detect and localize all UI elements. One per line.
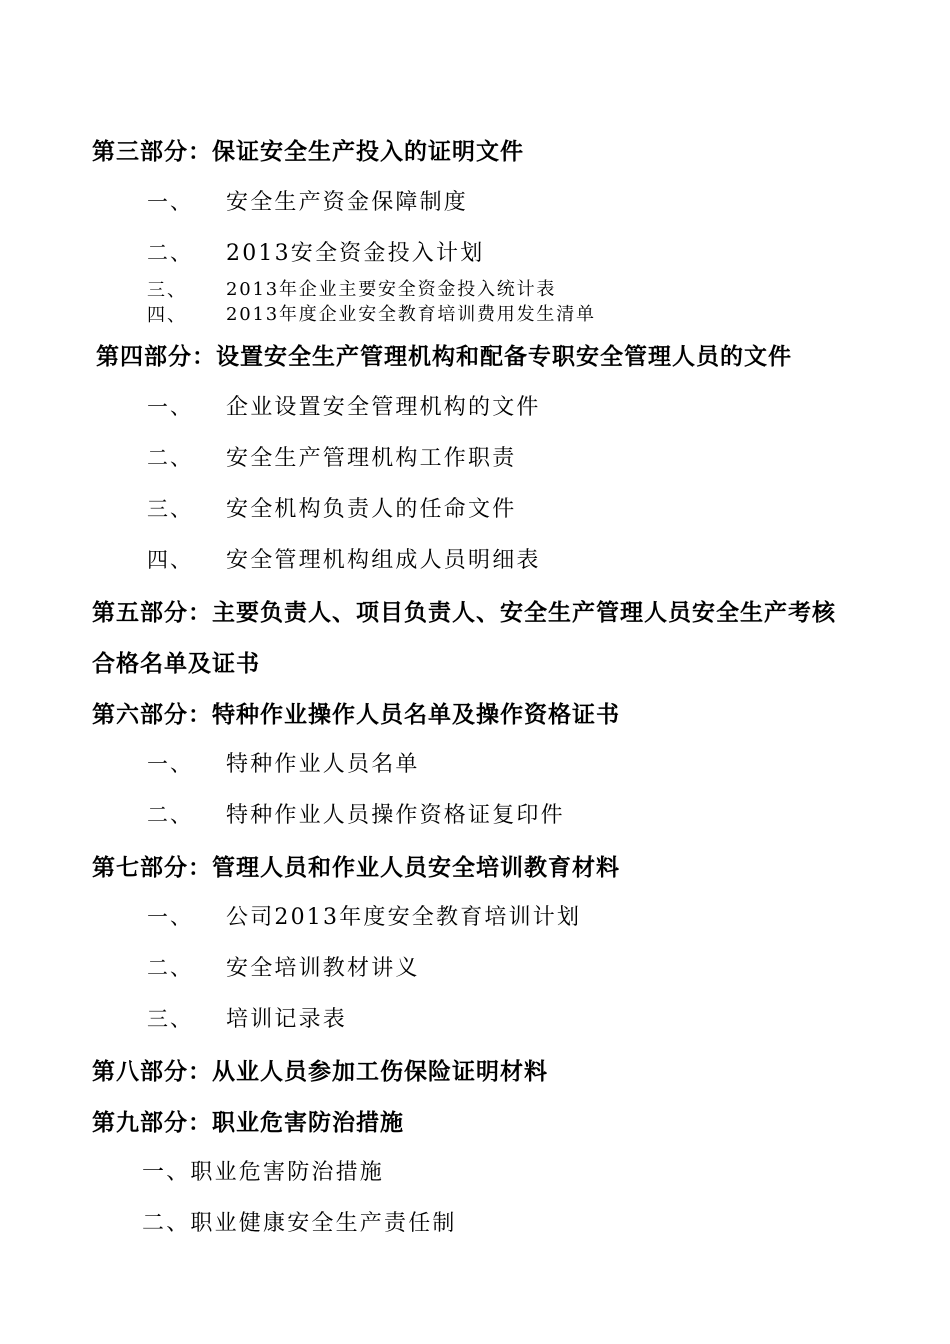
section-7-heading: 第七部分：管理人员和作业人员安全培训教育材料 [92, 854, 620, 881]
section-5-heading-line-2: 合格名单及证书 [92, 650, 260, 677]
list-item: 培训记录表 [226, 1007, 348, 1032]
item-number: 四、 [147, 305, 187, 326]
item-number: 二、 [147, 956, 193, 980]
item-number: 三、 [147, 280, 187, 301]
list-item: 2013年度企业安全教育培训费用发生清单 [226, 304, 596, 325]
item-number: 二、 [147, 446, 193, 470]
item-number: 四、 [147, 548, 193, 572]
section-8-heading: 第八部分：从业人员参加工伤保险证明材料 [92, 1058, 548, 1085]
list-item: 安全管理机构组成人员明细表 [226, 548, 541, 573]
section-9-heading: 第九部分：职业危害防治措施 [92, 1109, 404, 1136]
item-number: 三、 [147, 497, 193, 521]
section-6-heading: 第六部分：特种作业操作人员名单及操作资格证书 [92, 701, 620, 728]
item-number: 一、 [147, 395, 193, 419]
item-number: 一、 [147, 905, 193, 929]
list-item: 企业设置安全管理机构的文件 [226, 395, 541, 420]
list-item: 安全机构负责人的任命文件 [226, 497, 517, 522]
section-4-heading: 第四部分：设置安全生产管理机构和配备专职安全管理人员的文件 [96, 343, 792, 370]
list-item: 一、职业危害防治措施 [142, 1160, 385, 1185]
list-item: 特种作业人员名单 [226, 752, 420, 777]
item-number: 三、 [147, 1007, 193, 1031]
section-3-heading: 第三部分：保证安全生产投入的证明文件 [92, 138, 524, 165]
list-item: 安全生产资金保障制度 [226, 190, 469, 215]
item-number: 一、 [147, 190, 193, 214]
item-number: 一、 [147, 752, 193, 776]
list-item: 特种作业人员操作资格证复印件 [226, 803, 565, 828]
list-item: 公司2013年度安全教育培训计划 [226, 905, 582, 930]
list-item: 安全培训教材讲义 [226, 956, 420, 981]
list-item: 2013安全资金投入计划 [226, 241, 485, 266]
section-5-heading-line-1: 第五部分：主要负责人、项目负责人、安全生产管理人员安全生产考核 [92, 599, 836, 626]
item-number: 二、 [147, 241, 193, 265]
item-number: 二、 [147, 803, 193, 827]
list-item: 2013年企业主要安全资金投入统计表 [226, 279, 557, 300]
list-item: 二、职业健康安全生产责任制 [142, 1211, 457, 1236]
list-item: 安全生产管理机构工作职责 [226, 446, 517, 471]
